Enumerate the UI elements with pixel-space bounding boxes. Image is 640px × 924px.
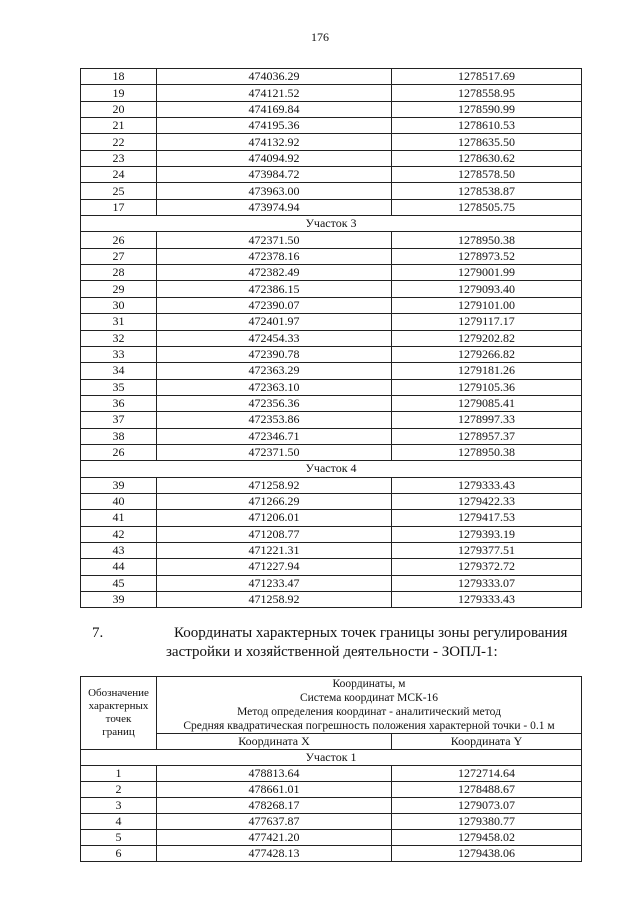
table-row — [81, 575, 582, 591]
table-row — [81, 330, 582, 346]
table-row — [81, 542, 582, 558]
coordinate-x: 472353.86 — [157, 412, 392, 428]
section-row — [81, 461, 582, 477]
coordinate-y: 1272714.64 — [392, 766, 582, 782]
coordinate-y: 1278610.53 — [392, 118, 582, 134]
coordinate-y: 1278558.95 — [392, 85, 582, 101]
table-header-row — [81, 677, 582, 734]
coordinate-y: 1279202.82 — [392, 330, 582, 346]
point-number: 33 — [81, 346, 157, 362]
point-number: 20 — [81, 101, 157, 117]
table-row — [81, 444, 582, 460]
section-row — [81, 216, 582, 232]
table-row — [81, 766, 582, 782]
header-coordinate-x: Координата X — [157, 734, 392, 750]
coordinate-x: 474132.92 — [157, 134, 392, 150]
coordinate-y: 1278950.38 — [392, 444, 582, 460]
table-row — [81, 814, 582, 830]
point-number: 3 — [81, 798, 157, 814]
coordinate-y: 1279333.43 — [392, 592, 582, 608]
table-row — [81, 363, 582, 379]
coordinate-x: 477421.20 — [157, 830, 392, 846]
coordinate-y: 1279333.07 — [392, 575, 582, 591]
coordinate-x: 472454.33 — [157, 330, 392, 346]
coordinate-y: 1278578.50 — [392, 167, 582, 183]
coordinates-table-continued — [80, 68, 582, 608]
coordinate-y: 1279117.17 — [392, 314, 582, 330]
section-title-1: Участок 1 — [81, 750, 582, 766]
table-row — [81, 281, 582, 297]
coordinate-x: 472390.07 — [157, 297, 392, 313]
coordinate-x: 474195.36 — [157, 118, 392, 134]
coordinate-x: 473963.00 — [157, 183, 392, 199]
point-number: 6 — [81, 846, 157, 862]
zopl-coordinates-table — [80, 676, 582, 862]
coordinate-x: 472378.16 — [157, 248, 392, 264]
coordinate-x: 478813.64 — [157, 766, 392, 782]
table-row — [81, 493, 582, 509]
header-coordinates-description: Координаты, м Система координат МСК-16 Метод определения координат - аналитический метод Средняя квадратическая погрешность положения характерной точки - 0.1 м — [157, 677, 582, 734]
coordinate-x: 471206.01 — [157, 510, 392, 526]
point-number: 27 — [81, 248, 157, 264]
table-row — [81, 232, 582, 248]
table-row — [81, 510, 582, 526]
point-number: 32 — [81, 330, 157, 346]
point-number: 22 — [81, 134, 157, 150]
point-number: 35 — [81, 379, 157, 395]
coordinate-y: 1278973.52 — [392, 248, 582, 264]
point-number: 21 — [81, 118, 157, 134]
table-row — [81, 85, 582, 101]
coordinate-x: 474169.84 — [157, 101, 392, 117]
table-row — [81, 265, 582, 281]
table-row — [81, 199, 582, 215]
table-row — [81, 248, 582, 264]
coordinate-x: 472356.36 — [157, 395, 392, 411]
coordinate-x: 471208.77 — [157, 526, 392, 542]
section-title-line-2: застройки и хозяйственной деятельности - ЗОПЛ-1: — [166, 644, 498, 660]
point-number: 5 — [81, 830, 157, 846]
coordinate-y: 1279333.43 — [392, 477, 582, 493]
point-number: 31 — [81, 314, 157, 330]
point-number: 41 — [81, 510, 157, 526]
coordinate-x: 472401.97 — [157, 314, 392, 330]
coordinate-x: 474121.52 — [157, 85, 392, 101]
coordinate-y: 1279458.02 — [392, 830, 582, 846]
point-number: 39 — [81, 592, 157, 608]
table-row — [81, 830, 582, 846]
table-row — [81, 134, 582, 150]
coordinate-x: 471258.92 — [157, 477, 392, 493]
section-title-4: Участок 4 — [81, 461, 582, 477]
point-number: 17 — [81, 199, 157, 215]
table-row — [81, 395, 582, 411]
point-number: 26 — [81, 444, 157, 460]
table-row — [81, 297, 582, 313]
table-row — [81, 150, 582, 166]
coordinate-y: 1279093.40 — [392, 281, 582, 297]
table-subheader-row — [81, 734, 582, 750]
coordinate-y: 1278630.62 — [392, 150, 582, 166]
table-row — [81, 69, 582, 85]
coordinate-x: 473974.94 — [157, 199, 392, 215]
point-number: 37 — [81, 412, 157, 428]
section-title-3: Участок 3 — [81, 216, 582, 232]
point-number: 45 — [81, 575, 157, 591]
coordinate-y: 1278538.87 — [392, 183, 582, 199]
table-row — [81, 101, 582, 117]
coordinate-y: 1279377.51 — [392, 542, 582, 558]
header-coordinate-y: Координата Y — [392, 734, 582, 750]
coordinate-y: 1279073.07 — [392, 798, 582, 814]
coordinate-y: 1278590.99 — [392, 101, 582, 117]
coordinate-x: 477637.87 — [157, 814, 392, 830]
table-row — [81, 346, 582, 362]
point-number: 23 — [81, 150, 157, 166]
coordinate-y: 1278957.37 — [392, 428, 582, 444]
point-number: 4 — [81, 814, 157, 830]
coordinate-y: 1279438.06 — [392, 846, 582, 862]
coordinate-x: 472363.10 — [157, 379, 392, 395]
coordinate-x: 472371.50 — [157, 444, 392, 460]
point-number: 18 — [81, 69, 157, 85]
coordinate-y: 1278505.75 — [392, 199, 582, 215]
table-row — [81, 379, 582, 395]
point-number: 1 — [81, 766, 157, 782]
point-number: 34 — [81, 363, 157, 379]
coordinate-x: 471227.94 — [157, 559, 392, 575]
coordinate-y: 1278517.69 — [392, 69, 582, 85]
section-title-line-1: Координаты характерных точек границы зоны регулирования — [174, 625, 568, 641]
coordinate-x: 472363.29 — [157, 363, 392, 379]
point-number: 44 — [81, 559, 157, 575]
point-number: 2 — [81, 782, 157, 798]
coordinate-x: 472382.49 — [157, 265, 392, 281]
table-row — [81, 526, 582, 542]
table-row — [81, 167, 582, 183]
coordinate-x: 474094.92 — [157, 150, 392, 166]
coordinate-y: 1279417.53 — [392, 510, 582, 526]
table-row — [81, 412, 582, 428]
section-number: 7. — [92, 625, 104, 641]
table-row — [81, 477, 582, 493]
coordinate-x: 474036.29 — [157, 69, 392, 85]
coordinate-x: 472346.71 — [157, 428, 392, 444]
page-number: 176 — [311, 30, 329, 44]
point-number: 38 — [81, 428, 157, 444]
coordinate-y: 1279181.26 — [392, 363, 582, 379]
coordinate-x: 471258.92 — [157, 592, 392, 608]
table-row — [81, 846, 582, 862]
coordinate-y: 1279001.99 — [392, 265, 582, 281]
point-number: 43 — [81, 542, 157, 558]
coordinate-y: 1279105.36 — [392, 379, 582, 395]
coordinate-x: 471266.29 — [157, 493, 392, 509]
point-number: 28 — [81, 265, 157, 281]
point-number: 26 — [81, 232, 157, 248]
coordinate-x: 472371.50 — [157, 232, 392, 248]
point-number: 25 — [81, 183, 157, 199]
coordinate-y: 1279393.19 — [392, 526, 582, 542]
point-number: 40 — [81, 493, 157, 509]
table-row — [81, 798, 582, 814]
point-number: 19 — [81, 85, 157, 101]
coordinate-x: 478661.01 — [157, 782, 392, 798]
coordinate-y: 1279266.82 — [392, 346, 582, 362]
coordinate-y: 1279380.77 — [392, 814, 582, 830]
table-row — [81, 559, 582, 575]
coordinate-x: 472386.15 — [157, 281, 392, 297]
coordinate-y: 1279085.41 — [392, 395, 582, 411]
table-row — [81, 782, 582, 798]
point-number: 39 — [81, 477, 157, 493]
header-point-designation: Обозначение характерных точек границ — [81, 677, 157, 750]
table-row — [81, 118, 582, 134]
coordinate-y: 1278997.33 — [392, 412, 582, 428]
coordinate-y: 1279372.72 — [392, 559, 582, 575]
coordinate-x: 472390.78 — [157, 346, 392, 362]
point-number: 42 — [81, 526, 157, 542]
table-row — [81, 314, 582, 330]
coordinate-x: 471221.31 — [157, 542, 392, 558]
table-row — [81, 592, 582, 608]
coordinate-y: 1278635.50 — [392, 134, 582, 150]
coordinate-x: 473984.72 — [157, 167, 392, 183]
coordinate-x: 477428.13 — [157, 846, 392, 862]
coordinate-y: 1279422.33 — [392, 493, 582, 509]
section-row — [81, 750, 582, 766]
point-number: 36 — [81, 395, 157, 411]
coordinate-x: 471233.47 — [157, 575, 392, 591]
table-row — [81, 183, 582, 199]
coordinate-y: 1278950.38 — [392, 232, 582, 248]
coordinate-y: 1279101.00 — [392, 297, 582, 313]
point-number: 24 — [81, 167, 157, 183]
coordinate-x: 478268.17 — [157, 798, 392, 814]
point-number: 29 — [81, 281, 157, 297]
point-number: 30 — [81, 297, 157, 313]
table-row — [81, 428, 582, 444]
coordinate-y: 1278488.67 — [392, 782, 582, 798]
